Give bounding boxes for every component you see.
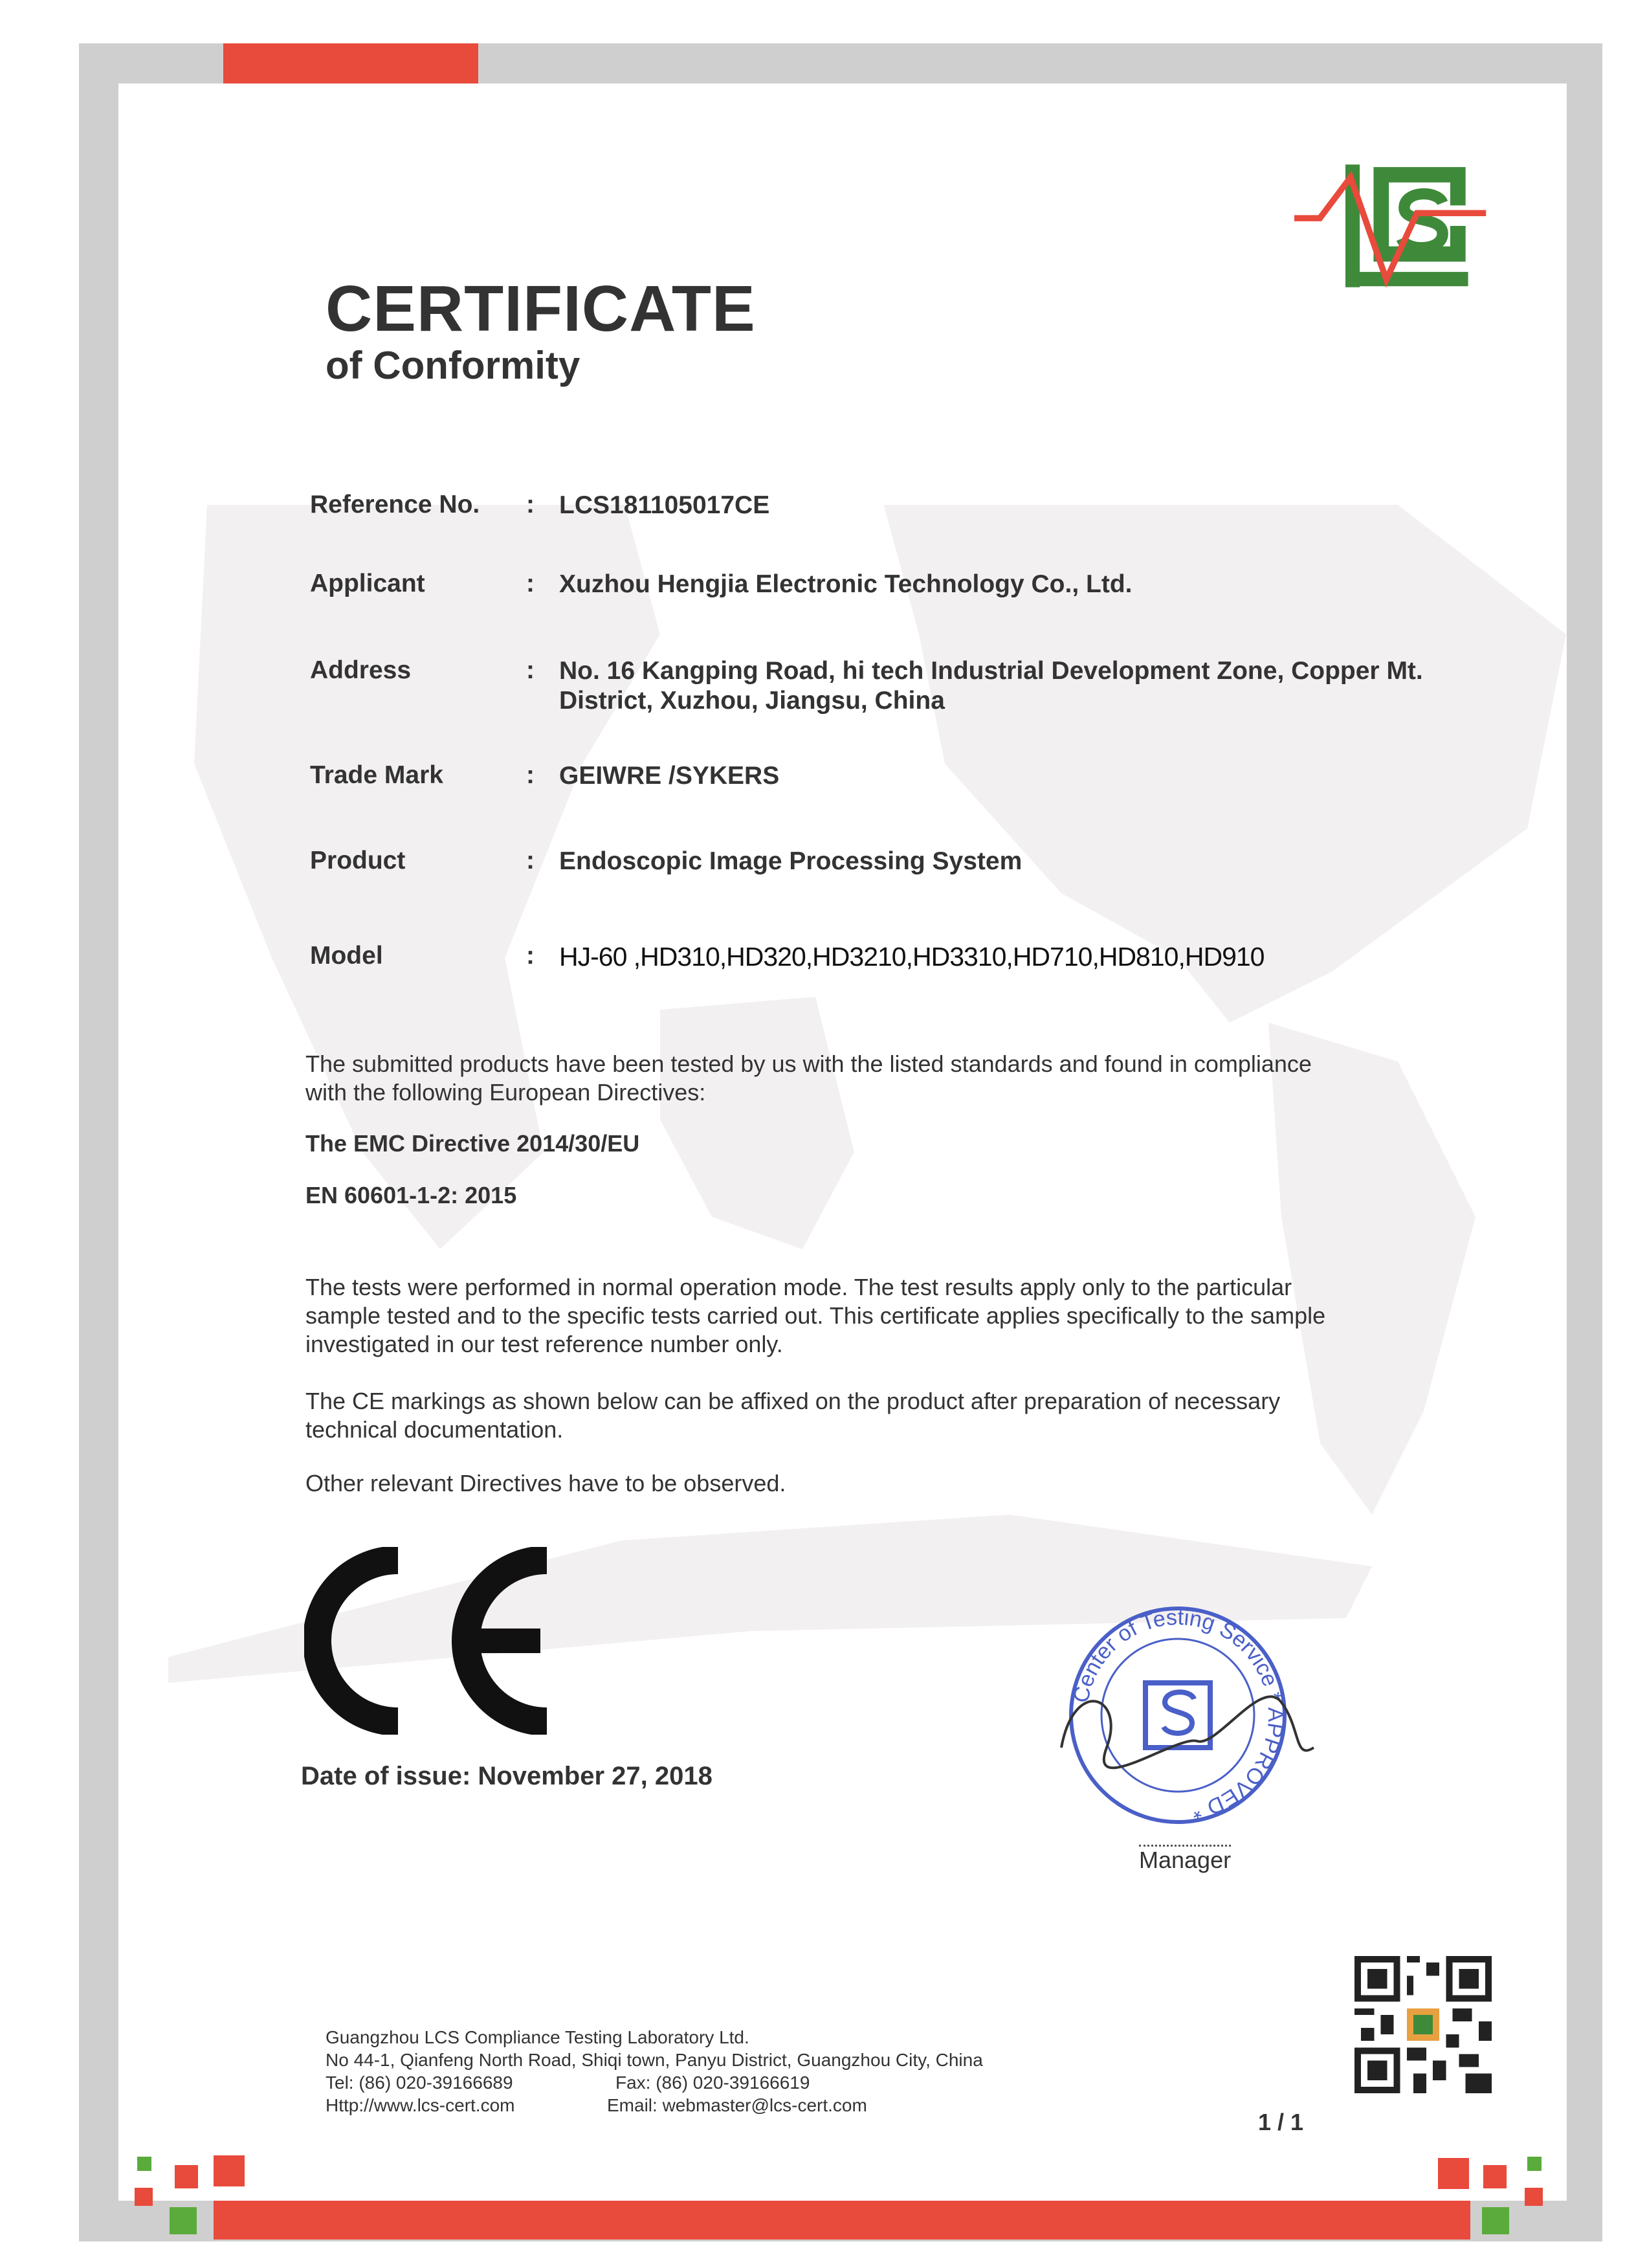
field-value: LCS181105017CE <box>559 491 770 519</box>
field-label: Trade Mark <box>310 761 443 789</box>
field-trade-mark: Trade Mark : GEIWRE /SYKERS <box>310 761 780 790</box>
compliance-statement: The submitted products have been tested by us with the listed standards and found in compliance with the following European Directives: <box>305 1051 1312 1106</box>
ce-marking-statement: The CE markings as shown below can be affixed on the product after preparation of necessary technical documentation. <box>305 1388 1281 1443</box>
other-directives: Other relevant Directives have to be observed. <box>305 1470 786 1496</box>
field-model: Model : HJ-60 ,HD310,HD320,HD3210,HD3310,HD710,HD810,HD910 <box>310 942 1265 972</box>
signatory-title: Manager <box>1139 1845 1231 1874</box>
red-accent-top <box>223 43 478 83</box>
field-label: Model <box>310 942 383 970</box>
certificate-subtitle: of Conformity <box>326 344 580 387</box>
field-reference-no: Reference No. : LCS181105017CE <box>310 491 770 519</box>
field-value-line2: District, Xuzhou, Jiangsu, China <box>559 687 945 715</box>
field-value: Xuzhou Hengjia Electronic Technology Co., Ltd. <box>559 570 1133 598</box>
field-label: Address <box>310 656 412 684</box>
test-statement: The tests were performed in normal operation mode. The test results apply only to the particular sample tested and to the specific tests carried out. This certificate applies specifically to the sample investigated in our test reference number only. <box>305 1274 1326 1357</box>
directive: The EMC Directive 2014/30/EU <box>305 1130 640 1157</box>
field-product: Product : Endoscopic Image Processing System <box>310 847 1022 875</box>
footer-tel: Tel: (86) 020-39166689 <box>326 2073 513 2093</box>
red-accent-bottom <box>214 2201 1470 2240</box>
certificate-title: CERTIFICATE <box>326 272 756 345</box>
approval-stamp <box>1048 1599 1320 1838</box>
field-value: GEIWRE /SYKERS <box>559 762 780 790</box>
field-applicant: Applicant : Xuzhou Hengjia Electronic Technology Co., Ltd. <box>310 570 1133 598</box>
stamp-ring-text: Center of Testing Service * APPROVED * <box>1068 1605 1288 1825</box>
date-of-issue: Date of issue: November 27, 2018 <box>301 1762 713 1790</box>
footer-company: Guangzhou LCS Compliance Testing Laboratory Ltd. <box>326 2027 749 2047</box>
page-number: 1 / 1 <box>1258 2109 1304 2135</box>
qr-code <box>1354 1956 1492 2093</box>
footer-address: No 44-1, Qianfeng North Road, Shiqi town, Panyu District, Guangzhou City, China <box>326 2050 983 2070</box>
field-label: Applicant <box>310 570 425 597</box>
footer-fax: Fax: (86) 020-39166619 <box>615 2073 810 2093</box>
field-value: No. 16 Kangping Road, hi tech Industrial Development Zone, Copper Mt. <box>559 657 1423 685</box>
ce-mark <box>304 1547 557 1735</box>
field-label: Reference No. <box>310 491 480 518</box>
lcs-logo <box>1294 148 1499 304</box>
field-label: Product <box>310 847 406 874</box>
standard: EN 60601-1-2: 2015 <box>305 1182 517 1208</box>
footer-website[interactable]: Http://www.lcs-cert.com <box>326 2095 515 2115</box>
field-value: Endoscopic Image Processing System <box>559 847 1022 875</box>
footer-email[interactable]: Email: webmaster@lcs-cert.com <box>607 2095 867 2115</box>
field-address: Address : No. 16 Kangping Road, hi tech Industrial Development Zone, Copper Mt. District, Xuzhou, Jiangsu, China <box>310 656 1423 715</box>
field-value: HJ-60 ,HD310,HD320,HD3210,HD3310,HD710,HD810,HD910 <box>559 942 1265 972</box>
